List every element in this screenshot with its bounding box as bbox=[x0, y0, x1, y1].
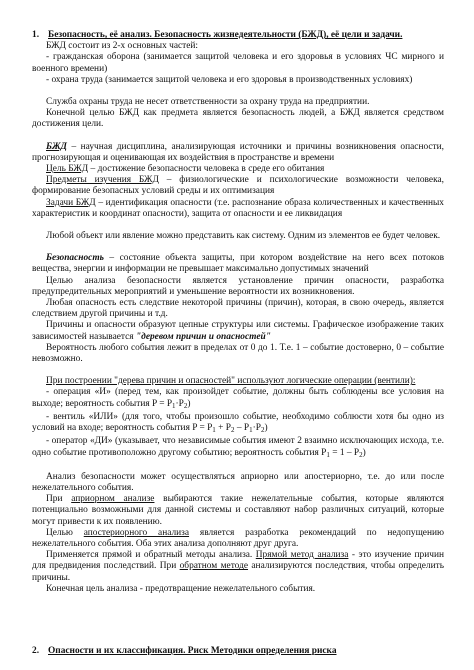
paragraph: Служба охраны труда не несет ответственности за охрану труда на предприятии. bbox=[46, 97, 370, 108]
term: "деревом причин и опасностей" bbox=[135, 331, 271, 342]
paragraph: Вероятность любого события лежит в пределах от 0 до 1. Т.е. 1 – событие достоверно, 0 – событие невозможно. bbox=[32, 342, 444, 365]
definition: Предметы изучения БЖД – физиологические и психологические возможности человека, формирование безопасных условий среды и их оптимизация bbox=[32, 175, 444, 197]
section-title: Опасности и их классификация. Риск Методики определения риска bbox=[48, 646, 337, 656]
paragraph: Причины и опасности образуют цепные структуры или системы. Графическое изображение таких зависимостей называется "деревом причин и опасностей" bbox=[32, 320, 444, 342]
section-number: 1. bbox=[32, 30, 40, 40]
paragraph: Любая опасность есть следствие некоторой причины (причин), которая, в свою очередь, является следствием другой причины и т.д. bbox=[32, 298, 444, 320]
list-item: - оператор «ДИ» (указывает, что независимые события имеют 2 взаимно исключающих исхода, т.е. одно событие противоположно другому событию; вероятность события $P_1 = 1 - P_2$) bbox=[32, 436, 444, 459]
term: БЖД bbox=[46, 141, 67, 152]
paragraph: Конечная цель анализа - предотвращение нежелательного события. bbox=[46, 583, 316, 594]
list-item: - операция «И» (перед тем, как произойдет событие, должны быть соблюдены все условия на выходе; вероятность события $P = P_1\cdot P_2$) bbox=[32, 387, 444, 410]
paragraph: Целью апостериорного анализа является разработка рекомендаций по недопущению нежелательного события. Оба этих анализа дополняют друг друга. bbox=[32, 527, 444, 549]
paragraph: Применяется прямой и обратный методы анализа. Прямой метод анализа - это изучение причин для предвидения последствий. При обратном методе анализируются последствия, чтобы определить причины. bbox=[32, 550, 444, 583]
term: Безопасность bbox=[46, 253, 104, 264]
paragraph: Любой объект или явление можно представить как систему. Одним из элементов ее будет человек. bbox=[46, 231, 441, 242]
list-item: - гражданская оборона (занимается защитой человека и его здоровья в условиях ЧС мирного и военного времени) bbox=[32, 52, 444, 74]
section-2-heading bbox=[32, 646, 444, 657]
definition: Цель БЖД – достижение безопасности человека в среде его обитания bbox=[46, 164, 325, 175]
definition: Безопасность – состояние объекта защиты, при котором воздействие на него всех потоков вещества, энергии и информации не превышает максимально допустимых значений bbox=[32, 253, 444, 275]
section-1-heading bbox=[32, 30, 444, 41]
list-item: - охрана труда (занимается защитой человека и его здоровья в производственных условиях) bbox=[46, 74, 413, 85]
list-item: - вентиль «ИЛИ» (для того, чтобы произошло событие, необходимо соблюсти хотя бы одно из условий на входе; вероятность события $P = P_1 + P_2 - P_1\cdot P_2$) bbox=[32, 411, 444, 435]
paragraph: Анализ безопасности может осуществляться априорно или апостериорно, т.е. до или после нежелательного события. bbox=[32, 471, 444, 493]
definition: БЖД – научная дисциплина, анализирующая источники и причины возникновения опасности, прогнозирующая и оценивающая их воздействия в пространстве и времени bbox=[32, 141, 444, 163]
paragraph: При априорном анализе выбираются такие нежелательные события, которые являются потенциально возможными для данной системы и составляют набор различных ситуаций, которые могут привести к их появлению. bbox=[32, 494, 444, 527]
paragraph: При построении "дерева причин и опасностей" используют логические операции (вентили): bbox=[46, 376, 416, 387]
term: Задачи БЖД bbox=[46, 197, 96, 208]
paragraph: БЖД состоит из 2-х основных частей: bbox=[46, 41, 199, 52]
section-title: Безопасность, её анализ. Безопасность жизнедеятельности (БЖД), её цели и задачи. bbox=[48, 30, 403, 40]
section-number: 2. bbox=[32, 646, 40, 656]
paragraph: Конечной целью БЖД как предмета является безопасность людей, а БЖД является средством достижения цели. bbox=[32, 108, 444, 130]
definition: Задачи БЖД – идентификация опасности (т.е. распознание образа количественных и качественных характеристик и координат опасности), защита от опасности и ее ликвидация bbox=[32, 197, 444, 219]
paragraph: Целью анализа безопасности является установление причин опасности, разработка предупредительных мероприятий и уменьшение вероятности их возникновения. bbox=[32, 275, 444, 297]
term: Цель БЖД bbox=[46, 164, 89, 175]
term: Предметы изучения БЖД bbox=[46, 175, 159, 186]
